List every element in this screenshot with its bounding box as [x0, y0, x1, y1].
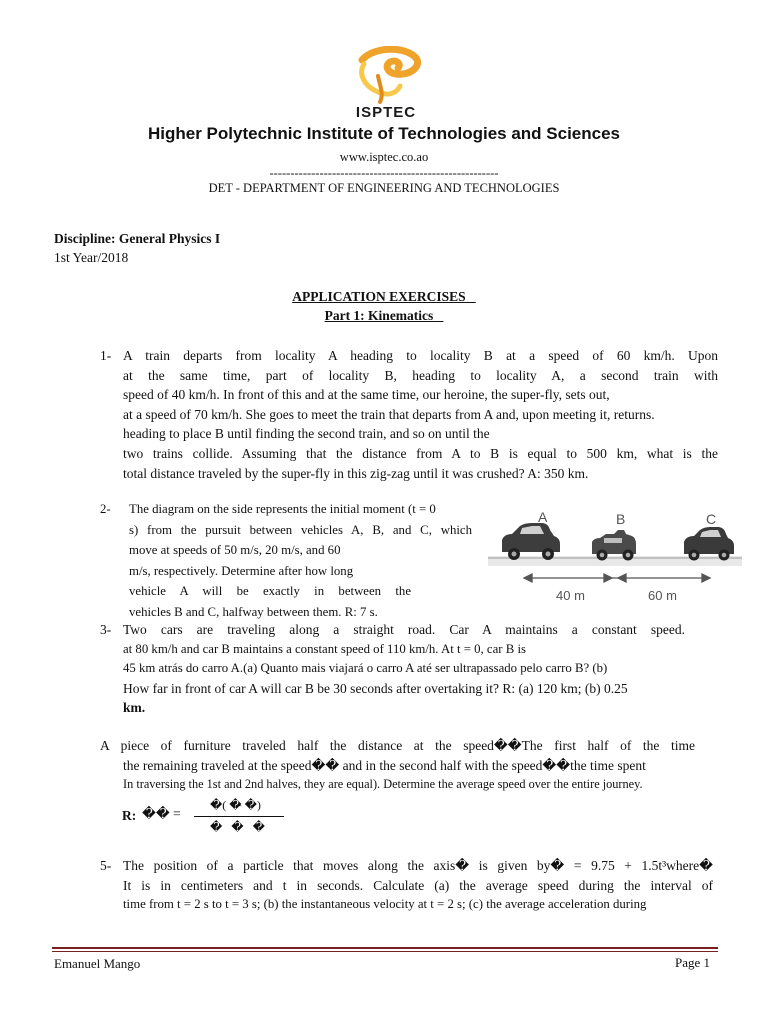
- exercise-line: The diagram on the side represents the initial moment (t = 0: [129, 502, 436, 516]
- title-main: APPLICATION EXERCISES: [292, 289, 466, 304]
- exercise-line: at 80 km/h and car B maintains a constant speed of 110 km/h. At t = 0, car B is: [123, 641, 527, 656]
- answer-label: R:: [122, 808, 137, 823]
- exercise-number: 5-: [100, 858, 112, 873]
- answer-formula: [122, 800, 302, 840]
- website-link[interactable]: www.isptec.co.ao: [339, 150, 429, 164]
- footer-rule-thin: [52, 951, 718, 952]
- institute-name: Higher Polytechnic Institute of Technologies and Sciences: [148, 124, 620, 143]
- exercise-line: two trains collide. Assuming that the distance from A to B is equal to 500 km, what is the: [123, 445, 718, 461]
- footer-author: Emanuel Mango: [54, 956, 141, 971]
- footer-page-number: Page 1: [674, 955, 710, 970]
- department-name: DET - DEPARTMENT OF ENGINEERING AND TECHNOLOGIES: [208, 181, 560, 195]
- exercise-line: The position of a particle that moves along the axis� is given by� = 9.75 + 1.5t³where�: [123, 858, 713, 873]
- exercise-4: [100, 736, 720, 795]
- exercise-line: A piece of furniture traveled half the distance at the speed��The first half of the time: [100, 738, 695, 753]
- exercise-line: Two cars are traveling along a straight road. Car A maintains a constant speed.: [123, 622, 685, 637]
- distance-label-bc: 60 m: [648, 588, 677, 603]
- exercise-line: In traversing the 1st and 2nd halves, they are equal). Determine the average speed over the entire journey.: [123, 777, 643, 792]
- title-part: Part 1: Kinematics: [324, 308, 434, 323]
- discipline: Discipline: General Physics I: [54, 231, 221, 246]
- exercise-line: total distance traveled by the super-fly in this zig-zag until it was crushed? A: 350 km.: [123, 465, 589, 481]
- formula-numerator: �( �̵ �): [210, 798, 261, 812]
- vehicle-label-b: B: [616, 511, 626, 527]
- vehicle-label-c: C: [706, 511, 717, 527]
- vehicle-label-a: A: [538, 509, 548, 525]
- page-title: [0, 289, 768, 305]
- exercise-line: the remaining traveled at the speed�� and in the second half with the speed��the time spent: [123, 757, 646, 773]
- answer-symbol: �� =: [142, 806, 181, 821]
- exercise-line: 45 km atrás do carro A.(a) Quanto mais viajará o carro A até ser ultrapassado pelo carro B? (b): [123, 661, 608, 676]
- exercise-number: 3-: [100, 622, 112, 637]
- part-title: [0, 308, 768, 324]
- distance-label-ab: 40 m: [556, 588, 585, 603]
- car-c-icon: [684, 527, 734, 561]
- logo-swirl-icon: [344, 46, 428, 106]
- exercise-line: How far in front of car A will car B be 30 seconds after overtaking it? R: (a) 120 km; (b) 0.25: [123, 680, 628, 696]
- exercise-line: speed of 40 km/h. In front of this and at the same time, our heroine, the super-fly, sets out,: [123, 387, 610, 403]
- header-separator: -------------------------------------------------------: [269, 166, 499, 180]
- exercise-line: m/s, respectively. Determine after how long: [129, 563, 354, 578]
- exercise-number: 1-: [100, 348, 112, 363]
- car-b-icon: [592, 530, 636, 561]
- exercise-line: heading to place B until finding the second train, and so on until the: [123, 426, 490, 442]
- exercise-line: move at speeds of 50 m/s, 20 m/s, and 60: [129, 543, 341, 557]
- exercise-line: at the same time, part of locality B, heading to locality A, a second train with: [123, 367, 718, 383]
- exercise-line: at a speed of 70 km/h. She goes to meet the train that departs from A and, upon meeting it, returns.: [123, 406, 655, 422]
- exercise-line: km.: [123, 700, 146, 716]
- exercise-line: vehicle A will be exactly in between the: [129, 584, 411, 598]
- distance-arrow: [524, 574, 710, 582]
- vehicles-diagram: [488, 494, 742, 616]
- footer-rule: [52, 947, 718, 949]
- formula-denominator: � � �: [210, 820, 265, 834]
- fraction-bar: [194, 816, 284, 817]
- isptec-logo: [344, 46, 428, 121]
- exercise-line: s) from the pursuit between vehicles A, B, and C, which: [129, 522, 472, 537]
- exercise-line: vehicles B and C, halfway between them. R: 7 s.: [129, 604, 378, 619]
- exercise-number: 2-: [100, 502, 111, 516]
- logo-text: ISPTEC: [355, 104, 417, 121]
- exercise-line: It is in centimeters and t in seconds. Calculate (a) the average speed during the interval of: [123, 877, 713, 893]
- car-a-icon: [502, 523, 560, 560]
- exercise-line: time from t = 2 s to t = 3 s; (b) the instantaneous velocity at t = 2 s; (c) the average acceleration during: [123, 897, 647, 912]
- exercise-line: A train departs from locality A heading to locality B at a speed of 60 km/h. Upon: [123, 348, 718, 363]
- course-year: 1st Year/2018: [54, 250, 129, 265]
